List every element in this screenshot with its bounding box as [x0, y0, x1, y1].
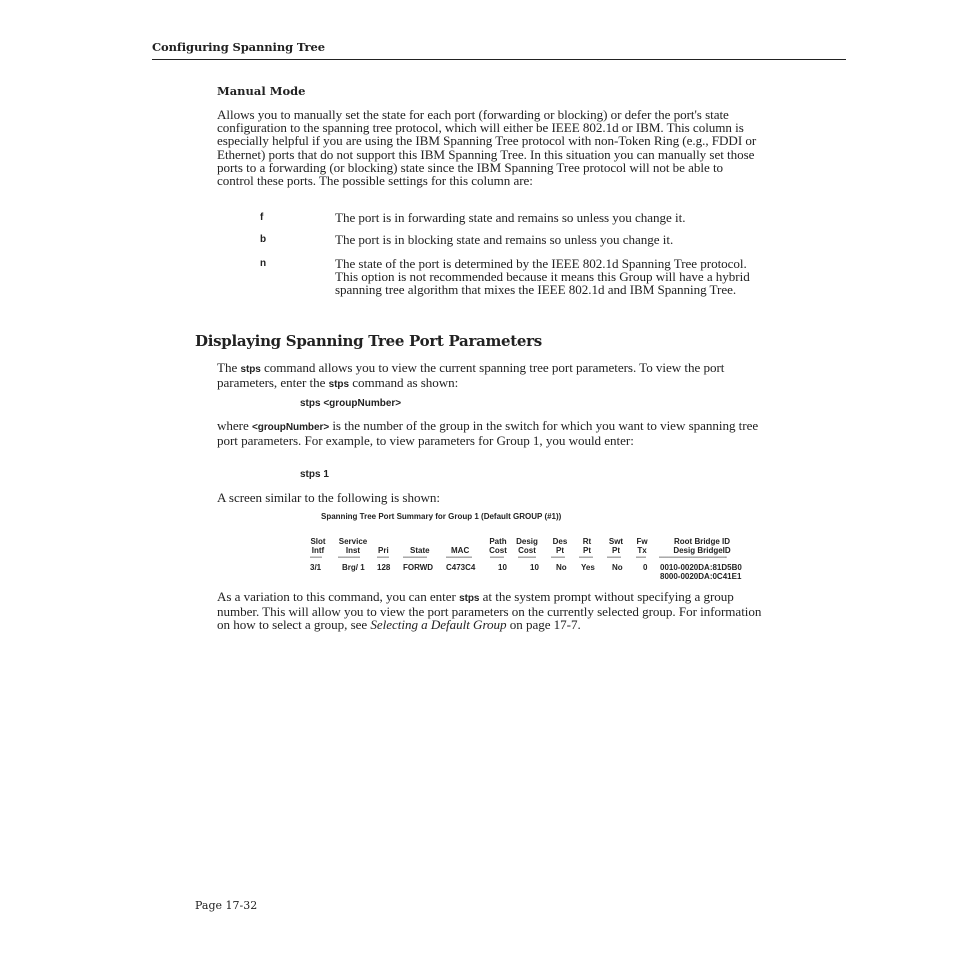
dashes-slot: ------: [310, 555, 322, 561]
header-rt-pt: Rt Pt: [582, 537, 592, 555]
setting-description-f: The port is in forwarding state and remains so unless you change it.: [335, 210, 686, 225]
header-desig-cost: Desig Cost: [516, 537, 538, 555]
row-state: FORWD: [403, 563, 434, 572]
row-path-cost: 10: [498, 563, 507, 572]
intro-text-1: The: [217, 360, 241, 375]
header-slot: Slot Intf: [310, 537, 326, 555]
dashes-rt: -------: [579, 555, 593, 561]
screen-intro: A screen similar to the following is shown:: [217, 490, 440, 505]
dashes-des: -------: [551, 555, 565, 561]
example-command: stps 1: [300, 469, 329, 480]
setting-term-b: b: [260, 234, 267, 245]
page-number: Page 17-32: [195, 899, 258, 912]
setting-term-f: f: [260, 212, 264, 223]
setting-term-n: n: [260, 258, 267, 269]
header-root-bridge: Root Bridge ID Desig BridgeID: [673, 537, 731, 555]
row-fw-tx: 0: [643, 563, 648, 572]
row-service: Brg/ 1: [342, 563, 365, 572]
intro-command-2: stps: [328, 379, 349, 391]
intro-text-2: command allows you to view the current spanning tree port parameters. To view the port parameters, enter the: [217, 360, 725, 391]
row-swt-pt: No: [612, 563, 623, 572]
row-desig-cost: 10: [530, 563, 539, 572]
dashes-path: -------: [490, 555, 504, 561]
dashes-state: ------------: [403, 555, 427, 561]
header-des-pt: Des Pt: [552, 537, 568, 555]
where-text-2: is the number of the group in the switch for which you want to view spanning tree port parameters. For example, to view parameters for Group 1, you would enter:: [217, 418, 759, 449]
header-mac: MAC: [451, 546, 470, 555]
where-argument: <groupNumber>: [251, 422, 330, 433]
section-title: Displaying Spanning Tree Port Parameters: [195, 332, 542, 350]
screen-title: Spanning Tree Port Summary for Group 1 (Default GROUP (#1)): [321, 512, 562, 521]
intro-text-3: command as shown:: [348, 375, 459, 391]
variation-paragraph: [217, 590, 762, 632]
dashes-fw: -----: [636, 555, 646, 561]
manual-mode-heading: Manual Mode: [217, 84, 306, 98]
dashes-root: ----------------------------------: [659, 555, 727, 561]
header-service: Service Inst: [338, 537, 368, 555]
dashes-service: -----------: [338, 555, 360, 561]
row-desig-bridge-id: 8000-0020DA:0C41E1: [660, 572, 742, 581]
header-fw-tx: Fw Tx: [636, 537, 648, 555]
variation-text-2: at the system prompt without specifying a group number. This will allow you to view the port parameters on the currently selected group. For information on how to select a group, see: [217, 589, 762, 633]
where-text-1: where: [217, 418, 252, 433]
setting-description-n: The state of the port is determined by the IEEE 802.1d Spanning Tree protocol. This option is not recommended because it means this Group will have a hybrid spanning tree algorithm that mixes the IEEE 802.1d and IBM Spanning Tree.: [335, 256, 750, 298]
setting-description-b: The port is in blocking state and remains so unless you change it.: [335, 232, 674, 247]
header-path-cost: Path Cost: [489, 537, 507, 555]
row-pri: 128: [377, 563, 391, 572]
header-state: State: [410, 546, 430, 555]
cross-reference-link: Selecting a Default Group: [370, 617, 507, 633]
dashes-pri: ------: [377, 555, 389, 561]
row-rt-pt: Yes: [581, 563, 595, 572]
header-pri: Pri: [378, 546, 389, 555]
row-des-pt: No: [556, 563, 567, 572]
row-mac: C473C4: [446, 563, 476, 572]
manual-mode-paragraph: Allows you to manually set the state for each port (forwarding or blocking) or defer the port's state configuration to the spanning tree protocol, which will either be IEEE 802.1d or IBM. This column is especially helpful if you are using the IBM Spanning Tree protocol with non-Token Ring (e.g., FDDI or Ethernet) ports that do not support this IBM Spanning Tree. In this situation you can manually set those ports to a forwarding (or blocking) state since the IBM Spanning Tree protocol will not be able to control these ports. The possible settings for this column are:: [217, 107, 757, 189]
row-slot: 3/1: [310, 563, 322, 572]
intro-command-1: stps: [240, 364, 261, 375]
dashes-mac: -------------: [446, 555, 472, 561]
row-root-bridge-id: 0010-0020DA:81D5B0: [660, 563, 742, 572]
dashes-swt: -------: [607, 555, 621, 561]
variation-command: stps: [459, 593, 480, 604]
variation-text-1: As a variation to this command, you can enter: [217, 589, 460, 604]
syntax-command: stps <groupNumber>: [300, 398, 402, 409]
variation-text-3: on page 17-7.: [506, 617, 581, 633]
header-swt-pt: Swt Pt: [608, 537, 624, 555]
running-header-title: Configuring Spanning Tree: [152, 40, 325, 54]
dashes-desig: ---------: [518, 555, 536, 561]
